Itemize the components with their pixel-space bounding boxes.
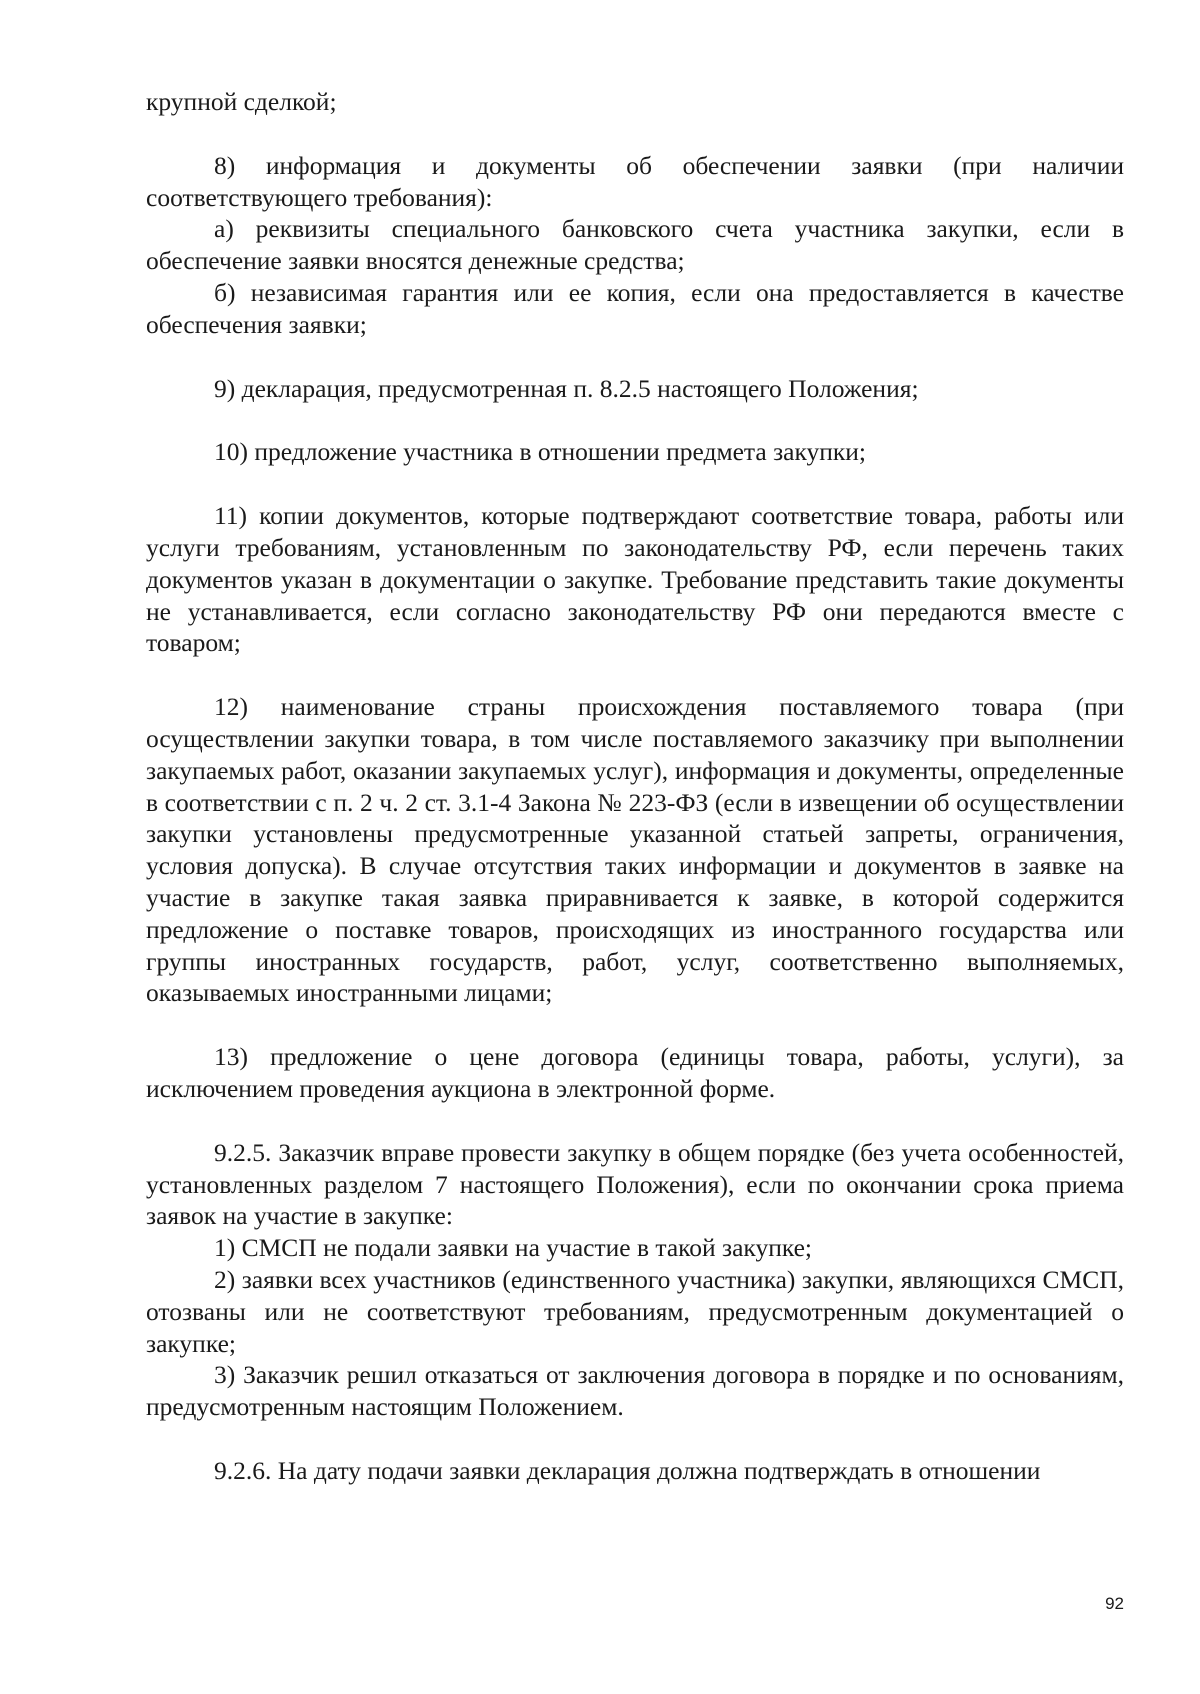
document-page <box>146 86 1124 1487</box>
list-item-13: 13) предложение о цене договора (единицы товара, работы, услуги), за исключением проведения аукциона в электронной форме. <box>146 1042 1124 1103</box>
clause-9-2-5-item-2: 2) заявки всех участников (единственного участника) закупки, являющихся СМСП, отозваны или не соответствуют требованиям, предусмотренным документацией о закупке; <box>146 1264 1124 1358</box>
clause-9-2-6: 9.2.6. На дату подачи заявки декларация должна подтверждать в отношении <box>214 1455 1041 1485</box>
clause-9-2-5-item-1: 1) СМСП не подали заявки на участие в такой закупке; <box>214 1233 812 1263</box>
list-item-8b: б) независимая гарантия или ее копия, если она предоставляется в качестве обеспечения заявки; <box>146 277 1124 339</box>
list-item-10: 10) предложение участника в отношении предмета закупки; <box>214 437 867 467</box>
list-item-9: 9) декларация, предусмотренная п. 8.2.5 настоящего Положения; <box>214 373 919 403</box>
list-item-12: 12) наименование страны происхождения поставляемого товара (при осуществлении закупки товара, в том числе поставляемого заказчику при выполнении закупаемых работ, оказании закупаемых услуг), информация и документы, определенные в соответствии с п. 2 ч. 2 ст. 3.1-4 Закона № 223-ФЗ (если в извещении об осуществлении закупки установлены предусмотренные указанной статьей запреты, ограничения, условия допуска). В случае отсутствия таких информации и документов в заявке на участие в закупке такая заявка приравнивается к заявке, в которой содержится предложение о поставке товаров, происходящих из иностранного государства или группы иностранных государств, работ, услуг, соответственно выполняемых, оказываемых иностранными лицами; <box>146 692 1124 1008</box>
clause-9-2-5-item-3: 3) Заказчик решил отказаться от заключения договора в порядке и по основаниям, предусмотренным настоящим Положением. <box>146 1360 1124 1422</box>
paragraph-continuation: крупной сделкой; <box>146 87 337 116</box>
list-item-8: 8) информация и документы об обеспечении заявки (при наличии соответствующего требования): <box>146 150 1124 212</box>
clause-9-2-5: 9.2.5. Заказчик вправе провести закупку в общем порядке (без учета особенностей, установленных разделом 7 настоящего Положения), если по окончании срока приема заявок на участие в закупке: <box>146 1137 1124 1231</box>
list-item-11: 11) копии документов, которые подтверждают соответствие товара, работы или услуги требованиям, установленным по законодательству РФ, если перечень таких документов указан в документации о закупке. Требование представить такие документы не устанавливается, если согласно законодательству РФ они передаются вместе с товаром; <box>146 501 1124 658</box>
page-number: 92 <box>1105 1594 1124 1613</box>
list-item-8a: а) реквизиты специального банковского счета участника закупки, если в обеспечение заявки вносятся денежные средства; <box>146 214 1124 276</box>
